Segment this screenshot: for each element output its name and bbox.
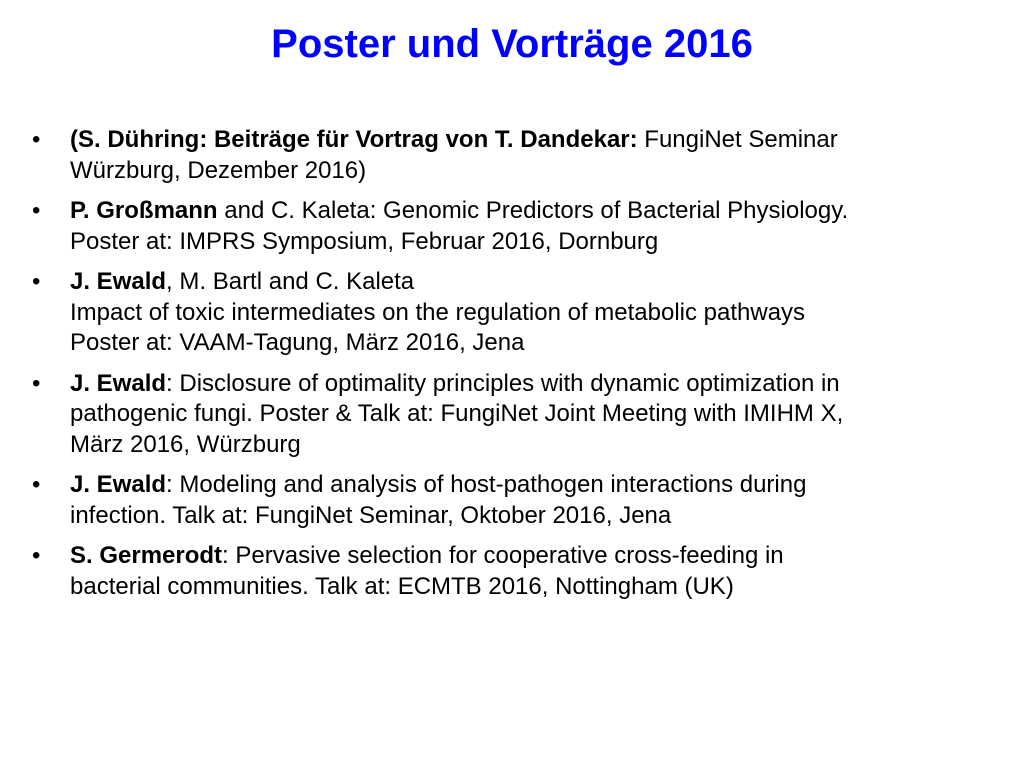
bullet-line [70, 572, 1007, 603]
bullet-detail-text: : Modeling and analysis of host-pathogen interactions during [166, 471, 807, 498]
bullet-author-text: P. Großmann [70, 197, 218, 224]
bullet-author-text: (S. Dühring: Beiträge für Vortrag von T. Dandekar: [70, 126, 645, 153]
bullet-detail-text: März 2016, Würzburg [70, 430, 301, 458]
bullet-item [32, 470, 1007, 531]
slide-title: Poster und Vorträge 2016 [271, 22, 753, 66]
bullet-detail-text: pathogenic fungi. Poster & Talk at: FungiNet Joint Meeting with IMIHM X, [70, 400, 844, 427]
bullet-detail-text: Würzburg, Dezember 2016) [70, 156, 367, 184]
bullet-line [70, 227, 1007, 258]
bullet-detail-text: bacterial communities. Talk at: ECMTB 2016, Nottingham (UK) [70, 572, 734, 600]
bullet-line [70, 125, 1007, 156]
bullet-detail-text: Poster at: VAAM-Tagung, März 2016, Jena [70, 329, 525, 356]
bullet-detail-text: FungiNet Seminar [644, 126, 838, 153]
bullet-detail-text: Poster at: IMPRS Symposium, Februar 2016, Dornburg [70, 227, 659, 255]
bullet-line [70, 369, 1007, 400]
bullet-marker: • [32, 471, 41, 498]
bullet-line [70, 267, 1007, 298]
bullet-detail-text: Impact of toxic intermediates on the regulation of metabolic pathways [70, 298, 806, 326]
bullet-line [70, 399, 1007, 430]
bullet-item [32, 541, 1007, 602]
bullet-detail-text: : Disclosure of optimality principles with dynamic optimization in [166, 369, 840, 397]
bullet-detail-text: infection. Talk at: FungiNet Seminar, Oktober 2016, Jena [70, 501, 672, 529]
bullet-line [70, 328, 1007, 359]
bullet-line [70, 196, 1007, 227]
bullet-line [70, 541, 1007, 572]
bullet-item [32, 267, 1007, 359]
bullet-list [32, 125, 1007, 612]
bullet-marker: • [32, 197, 41, 224]
bullet-line [70, 501, 1007, 532]
bullet-author-text: J. Ewald [70, 369, 167, 397]
bullet-marker: • [32, 268, 41, 295]
bullet-marker: • [32, 369, 41, 397]
bullet-line [70, 298, 1007, 329]
bullet-line [70, 470, 1007, 501]
bullet-line [70, 156, 1007, 187]
bullet-author-text: S. Germerodt [70, 542, 223, 569]
bullet-detail-text: , M. Bartl and C. Kaleta [166, 268, 415, 295]
bullet-author-text: J. Ewald [70, 268, 167, 295]
bullet-marker: • [32, 542, 41, 569]
bullet-author-text: J. Ewald [70, 471, 167, 498]
bullet-detail-text: and C. Kaleta: Genomic Predictors of Bacterial Physiology. [217, 197, 849, 224]
bullet-marker: • [32, 126, 41, 153]
bullet-item [32, 196, 1007, 257]
bullet-item [32, 369, 1007, 461]
bullet-detail-text: : Pervasive selection for cooperative cross-feeding in [222, 542, 784, 569]
bullet-line [70, 430, 1007, 461]
bullet-item [32, 125, 1007, 186]
